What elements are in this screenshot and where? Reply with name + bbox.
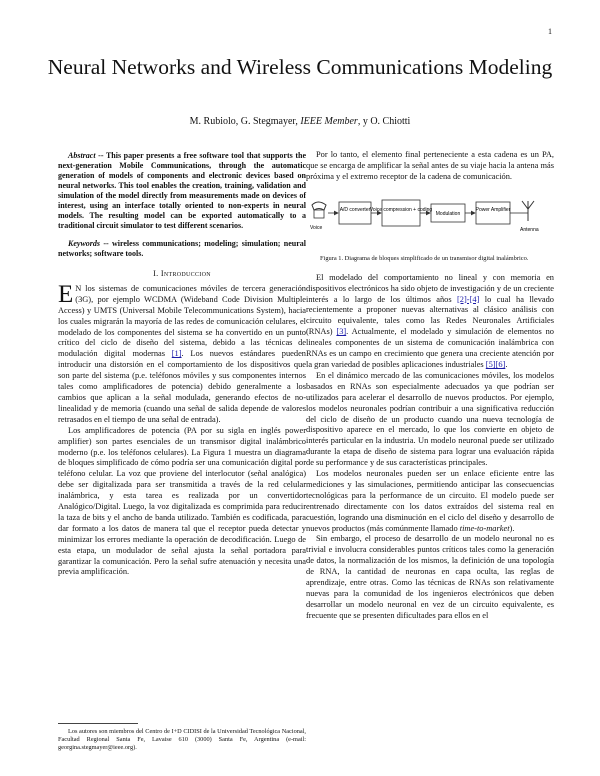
author-role: IEEE Member [300,116,358,127]
keywords-sep: -- [100,239,112,248]
intro-paragraph-2: Los amplificadores de potencia (PA por su sigla en inglés power amplifier) son partes esenciales de un transmisor digital inalámbrico moderno (p.e. los teléfonos celulares). La Figura 1 muestra un diagrama de bloques simplificado de cómo podría ser una comunicación digital por teléfono celular. La voz que proviene del interlocutor (señal analógica) debe ser digitalizada para ser transmitida a través de la red celular inalámbrica, y esta tarea es realizada por un convertidor Analógico/Digital. Luego, la voz digitalizada es comprimida para reducir la taza de bits y el ancho de banda utilizado. También es codificada, para dar formato a los datos de manera tal que el receptor pueda detectar y minimizar los errores mediante la operación de decodificación. Luego de esta etapa, un modulador de señal ajusta la señal portadora para garantizar la comunicación. Pero la señal sufre atenuación y necesita una previa amplificación. [58,425,306,577]
block-diagram [306,191,554,251]
pa-label: Power Amplifier [475,206,511,213]
right-paragraph-1 [306,273,554,371]
author-line [40,116,560,127]
right-paragraph-0: Por lo tanto, el elemento final perteneciente a esta cadena es un PA, que se encarga de amplificar la señal antes de su viaje hacia la antena más próxima y el extremo receptor de la cadena de comunicación. [306,150,554,181]
citation-link[interactable]: [2]-[4] [457,294,480,304]
footnote-rule [58,723,138,724]
keywords [58,239,306,259]
right-paragraph-3 [306,469,554,534]
right-paragraph-2: En el dinámico mercado de las comunicaciones móviles, los modelos basados en RNAs son especialmente adecuados ya que podrían ser utilizados para acelerar el desarrollo de nuevos productos. Por ejemplo, los modelos neuronales podrían contribuir a una significativa reducción del ciclo de diseño de un producto cuando una nueva tecnología de dispositivo aparece en el mercado, lo que los convierte en objeto de interés particular en la industria. Un modelo neuronal puede ser utilizado durante la etapa de diseño de sistema para lograr una evaluación rápida de su performance y de sus características principales. [306,370,554,468]
right-p1-text-d: . [505,359,508,369]
block-diagram-figure [306,191,554,251]
abstract-text: This paper presents a free software tool that supports the next-generation Mobile Communications, through the automatic generation of models of components and electronic devices based on neural networks. This tool enables the creation, training, validation and simulation of the model directly from measurements made on devices of interest, using an interface totally oriented to non-experts in neural models. The resulting model can be exported automatically to a traditional circuit simulator to test different scenarios. [58,151,306,230]
abstract-sep: -- [95,151,106,160]
ad-block [339,202,371,224]
keywords-text: wireless communications; modeling; simulation; neural networks; software tools. [58,239,306,258]
section-heading [58,269,306,280]
abstract [58,151,306,231]
voice-label: Voice [310,224,323,231]
paper-title: Neural Networks and Wireless Communications Modeling [47,55,553,79]
right-p3-italic: time-to-market [459,523,510,533]
author-names: M. Rubiolo, G. Stegmayer, [189,116,298,127]
right-p1-text-c: . Actualmente, el modelado y simulación de elementos no lineales componentes de un sistema de comunicación inalámbrica con RNAs es un campo en crecimiento que genera una creciente atención por la gran variedad de posibles aplicaciones industriales [306,327,554,369]
ad-label: A/D converter [339,206,371,213]
intro-p1-text-a: N los sistemas de comunicaciones móviles de tercera generación (3G), por ejemplo WCDMA (Wideband Code Division Multiple Access) y UMTS (Universal Mobile Telecommunications System), hacia los cuales migrarán la mayoría de las redes de comunicación celulares, el modelado de los componentes del sistema se ha convertido en un punto crítico del ciclo de diseño del sistema, debido a las técnicas de modulación digital modernas [58,283,306,359]
section-number: I. [153,269,159,278]
right-column [306,150,554,622]
citation-link[interactable]: [1] [171,349,182,359]
right-paragraph-4: Sin embargo, el proceso de desarrollo de un modelo neuronal no es trivial e involucra considerables puntos críticos tales como la generación de datos, la normalización de los mismos, la definición de una topología de RNA, la cantidad de neuronas en capa oculta, las reglas de aprendizaje, entre otras. Como las técnicas de RNAs son relativamente nuevas para la comunidad de los ingenieros electrónicos que deben desarrollar un modelo neuronal en vez de un circuito equivalente, es frecuente que se presenten dificultades para ellos en el [306,534,554,620]
right-p3-text-b: ). [509,523,515,533]
intro-paragraph-1 [58,280,306,426]
phone-icon [312,202,326,218]
abstract-label: Abstract [68,151,96,160]
footnote: Los autores son miembros del Centro de I+D CIDISI de la Universidad Tecnológica Nacional, Facultad Regional Santa Fe, Lavaise 610 (3000) Santa Fe, Argentina (e-mail: georgina.stegmayer@ieee.org). [58,728,306,751]
compression-label: Voice compression + coding [369,206,433,213]
citation-link[interactable]: [5][6] [485,359,506,369]
modulation-label: Modulation [435,210,461,217]
right-p1-text-b: lo cual ha llevado recientemente a proponer nuevas alternativas al clásico análisis con circuito equivalente, tales como las Redes Neuronales Artificiales (RNAs) [306,294,554,337]
citation-link[interactable]: [3] [336,327,347,337]
pa-block [476,202,510,224]
compression-block [382,200,420,226]
author-last: , y O. Chiotti [357,116,411,127]
right-p3-text-a: Los modelos neuronales pueden ser un enlace eficiente entre las mediciones y las simulaciones, permitiendo anticipar las consecuencias tecnológicas para la performance de un circuito. El modelo puede ser entrenado directamente con los datos extraídos del sistema real en cuestión, logrando una disminución en el ciclo del diseño y desarrollo de nuevos productos (más comúnmente llamado [306,469,554,533]
keywords-label: Keywords [68,239,100,248]
drop-cap: E [58,280,74,308]
right-p1-text-a: El modelado del comportamiento no lineal y con memoria en dispositivos electrónicos ha sido objeto de investigación y de un creciente interés a lo largo de los últimos años [306,272,554,304]
left-column [58,151,306,578]
page-number: 1 [548,27,552,36]
section-title: Introduccion [160,269,211,278]
intro-p1-text-b: . Los nuevos estándares pueden introducir una distorsión en el comportamiento de los dispositivos que son parte del sistema (p.e. teléfonos móviles y sus componentes internos tales como amplificadores de potencia) debido generalmente a los cambios que aplican a la señal modulada, generando efectos de no-linealidad y de memoria (cuando una señal de salida depende de valores retrasados en el tiempo de una señal de entrada). [58,349,306,424]
antenna-label: Antenna [520,226,539,233]
antenna-icon [522,201,534,221]
figure-caption: Figura 1. Diagrama de bloques simplificado de un transmisor digital inalámbrico. [320,254,529,262]
